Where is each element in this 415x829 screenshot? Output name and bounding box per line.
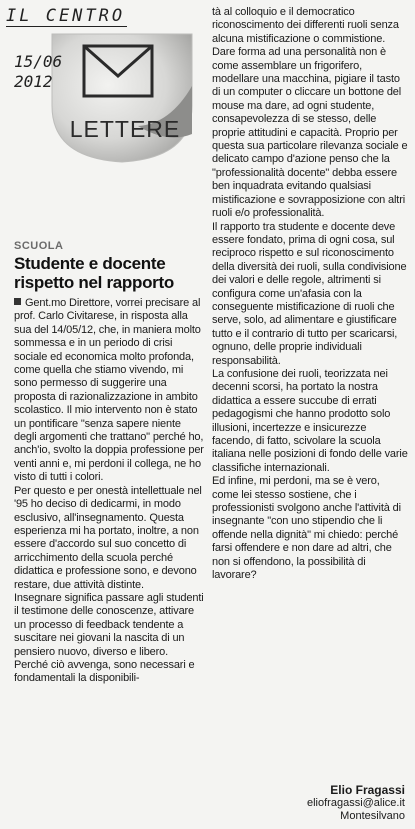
author-city: Montesilvano bbox=[340, 810, 405, 822]
handwritten-date bbox=[14, 52, 62, 92]
section-label: SCUOLA bbox=[14, 240, 64, 252]
article-headline: Studente e docente rispetto nel rapporto bbox=[14, 254, 174, 292]
paragraph: Per questo e per onestà intellettuale nel '95 ho deciso di dedicarmi, in modo esclusivo, all'insegnamento. Questa esperienza mi ha portato, inoltre, a non essere d'accordo sul suo concetto di arricchimento della scuola perché didattica e professione sono, e devono restare, due attività distinte. bbox=[14, 484, 202, 591]
column-left bbox=[14, 297, 206, 686]
newspaper-name: IL CENTRO bbox=[6, 6, 126, 26]
paragraph bbox=[14, 297, 206, 485]
paragraph: tà al colloquio e il democratico riconoscimento dei differenti ruoli senza alcuna mistificazione o commistione. bbox=[212, 6, 399, 45]
author-email: eliofragassi@alice.it bbox=[307, 797, 405, 809]
envelope-icon bbox=[82, 44, 154, 100]
paragraph: Dare forma ad una personalità non è come assemblare un frigorifero, modellare una macchina, pigiare il tasto di un computer o cliccare un bottone del mouse ma dare, ad ogni studente, consapevolezza di se stesso, delle proprie attitudini e capacità. Proprio per questa sua particolare rilevanza sociale e delicato campo d'azione penso che la "professionalità docente" debba essere ben inquadrata evitando qualsiasi mistificazione e sovrapposizione con altri ruoli e/o professionalità. bbox=[212, 46, 408, 220]
date-line-1: 15/06 bbox=[14, 52, 63, 71]
paragraph: Perché ciò avvenga, sono necessari e fondamentali la disponibili- bbox=[14, 658, 195, 685]
paragraph: Insegnare significa passare agli studenti il testimone delle conoscenze, attivare un processo di feedback tendente a suscitare nei giovani la nascita di un pensiero nuovo, diverso e libero. bbox=[14, 591, 204, 658]
letters-stamp bbox=[42, 26, 202, 166]
column-right bbox=[212, 6, 408, 582]
stamp-label: LETTERE bbox=[69, 116, 181, 142]
author-name: Elio Fragassi bbox=[330, 783, 405, 797]
paragraph: Ed infine, mi perdoni, ma se è vero, come lei stesso sostiene, che i professionisti svolgono anche l'attività di insegnante "con uno stipendio che li offende nella dignità" mi chiedo: perché farsi offendere e non dare ad altri, che non si offendono, la possibilità di lavorare? bbox=[212, 475, 401, 582]
date-line-2: 2012 bbox=[14, 72, 53, 91]
signature bbox=[307, 784, 405, 823]
paragraph: La confusione dei ruoli, teorizzata nei decenni scorsi, ha portato la nostra didattica a essere succube di errati pedagogismi che hanno prodotto solo illusioni, incertezze e insicurezze facendo, di fatto, scivolare la scuola italiana nelle posizioni di fondo delle varie classifiche internazionali. bbox=[212, 367, 408, 474]
paragraph: Il rapporto tra studente e docente deve essere fondato, prima di ogni cosa, sul reciproco rispetto e sul riconoscimento della diversità dei ruoli, sulla condivisione dei valori e delle regole, altrimenti si configura come un'afasia con la conseguente mistificazione di ruoli che serve, solo, ad alimentare e giustificare tutto e il contrario di tutto per scaricarsi, ognuno, delle proprie individuali responsabilità. bbox=[212, 220, 407, 367]
bullet-square-icon bbox=[14, 298, 21, 305]
paragraph-text: Gent.mo Direttore, vorrei precisare al prof. Carlo Civitarese, in risposta alla sua del 14/05/12, che, in maniera molto sommessa e in un periodo di crisi sociale ed economica molto profonda, come quella che stiamo vivendo, mi sono permesso di suggerire una proposta di razionalizzazione in ambito scolastico. Il mio intervento non è stato un pontificare "senza sapere niente degli argomenti che trattano" perché ho, anch'io, svolto la doppia professione per venti anni e, mi perdoni il collega, ne ho visto di tutti i colori. bbox=[14, 297, 204, 484]
